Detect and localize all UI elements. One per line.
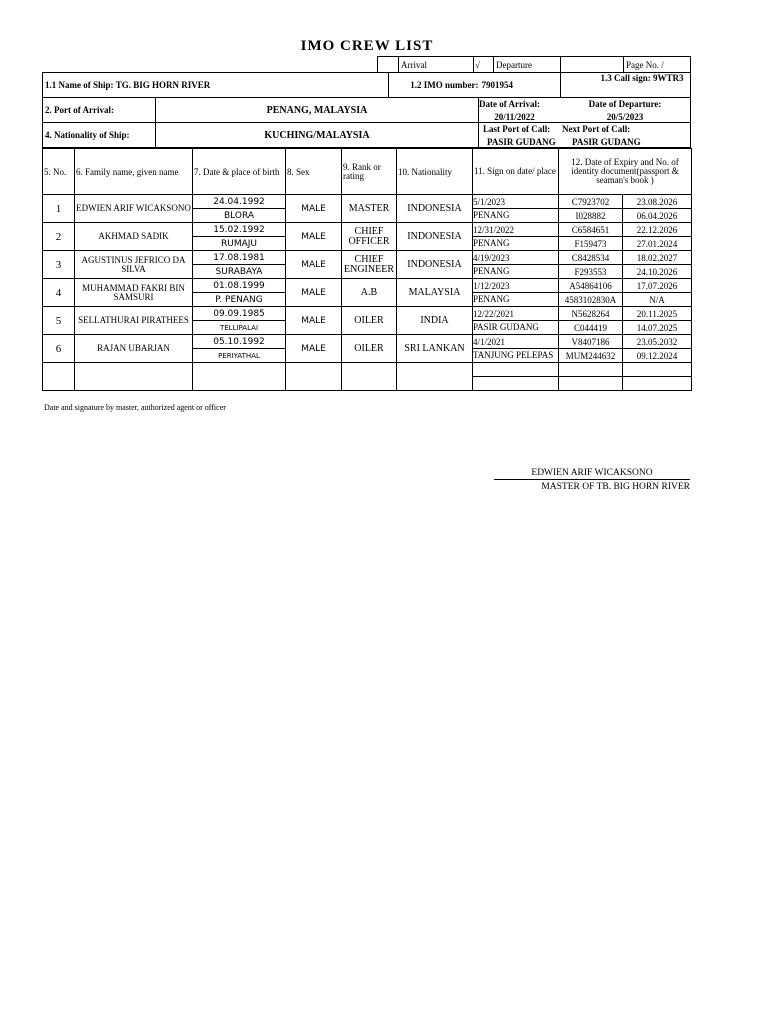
table-row — [43, 279, 692, 293]
crew-name: MUHAMMAD FAKRI BIN SAMSURI — [75, 279, 193, 307]
crew-dob: 05.10.1992 — [193, 335, 286, 349]
crew-signon-date: 12/22/2021 — [473, 307, 559, 321]
col-signon-header: 11. Sign on date/ place — [473, 149, 559, 195]
arrival-label: Arrival — [399, 57, 474, 73]
crew-sex: MALE — [286, 335, 342, 363]
crew-signon-place: PENANG — [473, 209, 559, 223]
arrival-date-value: 20/11/2022 — [494, 111, 535, 122]
call-sign-value: 9WTR3 — [653, 73, 684, 83]
empty-cell — [75, 363, 193, 391]
crew-seamans-book-no: C044419 — [559, 321, 623, 335]
imo-value: 7901954 — [479, 73, 561, 98]
crew-no: 4 — [43, 279, 75, 307]
crew-sex: MALE — [286, 251, 342, 279]
table-row — [43, 307, 692, 321]
empty-cell — [397, 363, 473, 391]
crew-pob: SURABAYA — [193, 265, 286, 279]
page-title: IMO CREW LIST — [300, 38, 434, 54]
crew-no: 5 — [43, 307, 75, 335]
crew-seamans-book-no: I028882 — [559, 209, 623, 223]
crew-passport-expiry: 18.02.2027 — [623, 251, 692, 265]
arrival-date-label: Date of Arrival: — [479, 98, 540, 109]
crew-pob: PERIYATHAL — [193, 349, 286, 363]
crew-nationality: INDIA — [397, 307, 473, 335]
crew-signon-date: 4/19/2023 — [473, 251, 559, 265]
empty-cell — [342, 363, 397, 391]
crew-passport-no: V8407186 — [559, 335, 623, 349]
arrival-check-icon: √ — [474, 57, 494, 73]
ship-nationality-label: 4. Nationality of Ship: — [43, 123, 156, 148]
crew-pob: TELLIPALAI — [193, 321, 286, 335]
crew-seamans-book-expiry: 14.07.2025 — [623, 321, 692, 335]
departure-date-value: 20/5/2023 — [606, 111, 644, 122]
crew-dob: 15.02.1992 — [193, 223, 286, 237]
next-port-label: Next Port of Call: — [562, 123, 631, 134]
crew-name: AKHMAD SADIK — [75, 223, 193, 251]
crew-rank: A.B — [342, 279, 397, 307]
col-rank-header: 9. Rank or rating — [342, 149, 397, 195]
signatory-name: EDWIEN ARIF WICAKSONO — [494, 468, 690, 480]
port-of-arrival-value: PENANG, MALAYSIA — [156, 98, 479, 123]
crew-passport-no: C6584651 — [559, 223, 623, 237]
departure-label: Departure — [494, 57, 561, 73]
crew-header-row — [43, 149, 692, 195]
col-docs-header: 12. Date of Expiry and No. of identity document(passport & seaman's book ) — [559, 149, 692, 195]
crew-passport-expiry: 22.12.2026 — [623, 223, 692, 237]
crew-pob: BLORA — [193, 209, 286, 223]
crew-rank: CHIEF ENGINEER — [342, 251, 397, 279]
crew-rank: OILER — [342, 307, 397, 335]
col-no-header: 5. No. — [43, 149, 75, 195]
arrival-departure-strip — [377, 56, 691, 73]
departure-date-label: Date of Departure: — [588, 98, 662, 109]
col-name-header: 6. Family name, given name — [75, 149, 193, 195]
table-row-empty — [43, 363, 692, 377]
crew-passport-no: C7923702 — [559, 195, 623, 209]
crew-passport-no: C8428534 — [559, 251, 623, 265]
crew-passport-no: N5628264 — [559, 307, 623, 321]
crew-dob: 01.08.1999 — [193, 279, 286, 293]
last-port-value: PASIR GUDANG — [487, 136, 556, 147]
crew-nationality: MALAYSIA — [397, 279, 473, 307]
table-row — [43, 335, 692, 349]
crew-seamans-book-no: 4583102830A — [559, 293, 623, 307]
crew-no: 3 — [43, 251, 75, 279]
empty-cell — [473, 363, 559, 377]
crew-name: EDWIEN ARIF WICAKSONO — [75, 195, 193, 223]
crew-seamans-book-no: F159473 — [559, 237, 623, 251]
crew-sex: MALE — [286, 307, 342, 335]
table-row — [43, 251, 692, 265]
crew-signon-date: 1/12/2023 — [473, 279, 559, 293]
table-row — [43, 223, 692, 237]
ship-name-value: TG. BIG HORN RIVER — [115, 80, 211, 90]
crew-passport-expiry: 23.05.2032 — [623, 335, 692, 349]
crew-signon-date: 5/1/2023 — [473, 195, 559, 209]
next-port-value: PASIR GUDANG — [572, 136, 641, 147]
next-port-cell — [560, 123, 691, 148]
crew-seamans-book-expiry: 27.01.2024 — [623, 237, 692, 251]
crew-seamans-book-no: F293553 — [559, 265, 623, 279]
table-row — [43, 195, 692, 209]
ship-name-cell — [43, 73, 389, 98]
empty-cell — [286, 363, 342, 391]
crew-sex: MALE — [286, 279, 342, 307]
crew-seamans-book-no: MUM244632 — [559, 349, 623, 363]
crew-pob: RUMAJU — [193, 237, 286, 251]
crew-seamans-book-expiry: 06.04.2026 — [623, 209, 692, 223]
signatory-role: MASTER OF TB. BIG HORN RIVER — [541, 482, 690, 492]
ship-name-label: 1.1 Name of Ship: — [45, 80, 114, 90]
crew-passport-expiry: 17.07.2026 — [623, 279, 692, 293]
crew-passport-expiry: 23.08.2026 — [623, 195, 692, 209]
crew-nationality: INDONESIA — [397, 223, 473, 251]
crew-no: 1 — [43, 195, 75, 223]
crew-seamans-book-expiry: 24.10.2026 — [623, 265, 692, 279]
col-sex-header: 8. Sex — [286, 149, 342, 195]
crew-rank: MASTER — [342, 195, 397, 223]
departure-check-cell — [561, 57, 624, 73]
crew-rank: CHIEF OFFICER — [342, 223, 397, 251]
empty-cell — [193, 363, 286, 391]
blank-cell — [378, 57, 399, 73]
last-port-cell — [479, 123, 561, 148]
crew-no: 2 — [43, 223, 75, 251]
departure-date-cell — [560, 98, 691, 123]
crew-signon-place: PENANG — [473, 237, 559, 251]
crew-nationality: SRI LANKAN — [397, 335, 473, 363]
crew-name: RAJAN UBARJAN — [75, 335, 193, 363]
crew-signon-date: 12/31/2022 — [473, 223, 559, 237]
crew-dob: 17.08.1981 — [193, 251, 286, 265]
crew-signon-place: PENANG — [473, 293, 559, 307]
crew-signon-date: 4/1/2021 — [473, 335, 559, 349]
arrival-date-cell — [479, 98, 561, 123]
empty-cell — [623, 377, 692, 391]
empty-cell — [473, 377, 559, 391]
port-of-arrival-label: 2. Port of Arrival: — [43, 98, 156, 123]
crew-no: 6 — [43, 335, 75, 363]
imo-label: 1.2 IMO number: — [388, 73, 479, 98]
crew-name: AGUSTINUS JEFRICO DA SILVA — [75, 251, 193, 279]
crew-table — [42, 148, 692, 391]
crew-seamans-book-expiry: N/A — [623, 293, 692, 307]
empty-cell — [623, 363, 692, 377]
crew-nationality: INDONESIA — [397, 195, 473, 223]
crew-rank: OILER — [342, 335, 397, 363]
crew-signon-place: PENANG — [473, 265, 559, 279]
ship-info-table — [42, 72, 691, 148]
last-port-label: Last Port of Call: — [483, 123, 551, 134]
crew-sex: MALE — [286, 195, 342, 223]
crew-passport-expiry: 20.11.2025 — [623, 307, 692, 321]
crew-signon-place: PASIR GUDANG — [473, 321, 559, 335]
crew-dob: 24.04.1992 — [193, 195, 286, 209]
crew-sex: MALE — [286, 223, 342, 251]
ship-nationality-value: KUCHING/MALAYSIA — [156, 123, 479, 148]
crew-passport-no: A54864106 — [559, 279, 623, 293]
call-sign-label: 1.3 Call sign: — [600, 73, 651, 83]
col-dob-header: 7. Date & place of birth — [193, 149, 286, 195]
call-sign-cell — [560, 73, 691, 98]
crew-dob: 09.09.1985 — [193, 307, 286, 321]
crew-pob: P. PENANG — [193, 293, 286, 307]
crew-nationality: INDONESIA — [397, 251, 473, 279]
crew-seamans-book-expiry: 09.12.2024 — [623, 349, 692, 363]
empty-cell — [559, 377, 623, 391]
page-number-label: Page No. / — [624, 57, 691, 73]
signature-note: Date and signature by master, authorized agent or officer — [44, 403, 226, 412]
col-nationality-header: 10. Nationality — [397, 149, 473, 195]
crew-name: SELLATHURAI PIRATHEES — [75, 307, 193, 335]
empty-cell — [559, 363, 623, 377]
empty-cell — [43, 363, 75, 391]
crew-signon-place: TANJUNG PELEPAS — [473, 349, 559, 363]
